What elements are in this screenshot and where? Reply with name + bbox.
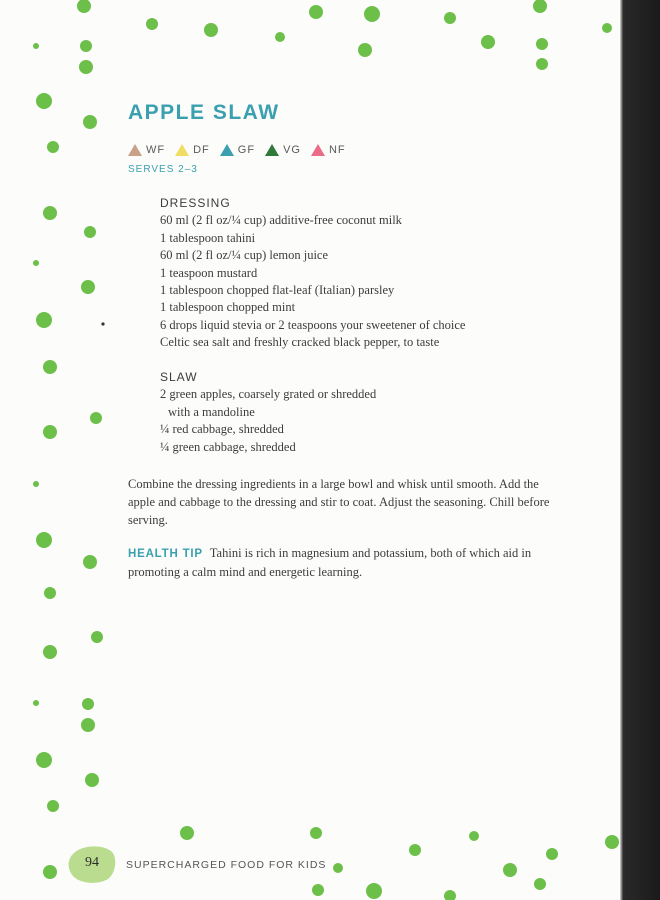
health-tip [128,544,553,581]
ingredient-item: ¼ green cabbage, shredded [160,439,296,454]
diet-tag-label: DF [193,144,210,156]
ingredient-item: 2 green apples, coarsely grated or shredded [160,387,377,402]
ingredients-list [160,195,465,456]
diet-tag-label: GF [237,144,256,156]
health-tip-label: HEALTH TIP [128,548,203,560]
gluten-free-icon [220,144,234,156]
ingredient-item: 1 tablespoon tahini [160,230,256,245]
ingredient-item: 1 tablespoon chopped mint [160,300,296,315]
ingredient-item: 60 ml (2 fl oz/¼ cup) additive-free coconut milk [160,213,402,228]
ingredient-item: ¼ red cabbage, shredded [160,422,284,437]
dressing-heading: DRESSING [160,196,231,210]
diet-tag-label: VG [283,144,301,156]
book-gutter [620,0,660,900]
diet-tag-label: WF [146,144,166,156]
serves-label: SERVES 2–3 [128,164,198,175]
diet-tag-gf [220,144,255,156]
diet-tag-vg [265,144,301,156]
ingredient-item: 60 ml (2 fl oz/¼ cup) lemon juice [160,248,329,263]
dairy-free-icon [175,144,189,156]
nut-free-icon [311,144,325,156]
wheat-free-icon [128,144,142,156]
slaw-heading: SLAW [160,370,198,385]
ingredient-item: Celtic sea salt and freshly cracked black pepper, to taste [160,335,440,350]
health-tip-text: Tahini is rich in magnesium and potassium, both of which aid in promoting a calm mind and energetic learning. [128,546,532,579]
method-paragraph: Combine the dressing ingredients in a large bowl and whisk until smooth. Add the apple and cabbage to the dressing and stir to coat. Adjust the seasoning. Chill before serving. [128,477,550,527]
recipe-title: APPLE SLAW [128,101,280,124]
ingredient-item: 1 tablespoon chopped flat-leaf (Italian) parsley [160,283,395,298]
diet-tag-label: NF [328,144,346,156]
running-title: SUPERCHARGED FOOD FOR KIDS [126,859,327,871]
diet-tag-wf [128,144,165,156]
diet-tags [128,144,346,156]
diet-tag-nf [311,144,346,156]
ingredient-item: 6 drops liquid stevia or 2 teaspoons your sweetener of choice [160,317,466,332]
section-spacer [160,352,465,369]
ingredient-item: 1 teaspoon mustard [160,265,258,280]
page-number: 94 [85,855,99,870]
vegetarian-icon [265,144,279,156]
ingredient-item-continuation: with a mandoline [168,404,255,419]
diet-tag-df [175,144,210,156]
